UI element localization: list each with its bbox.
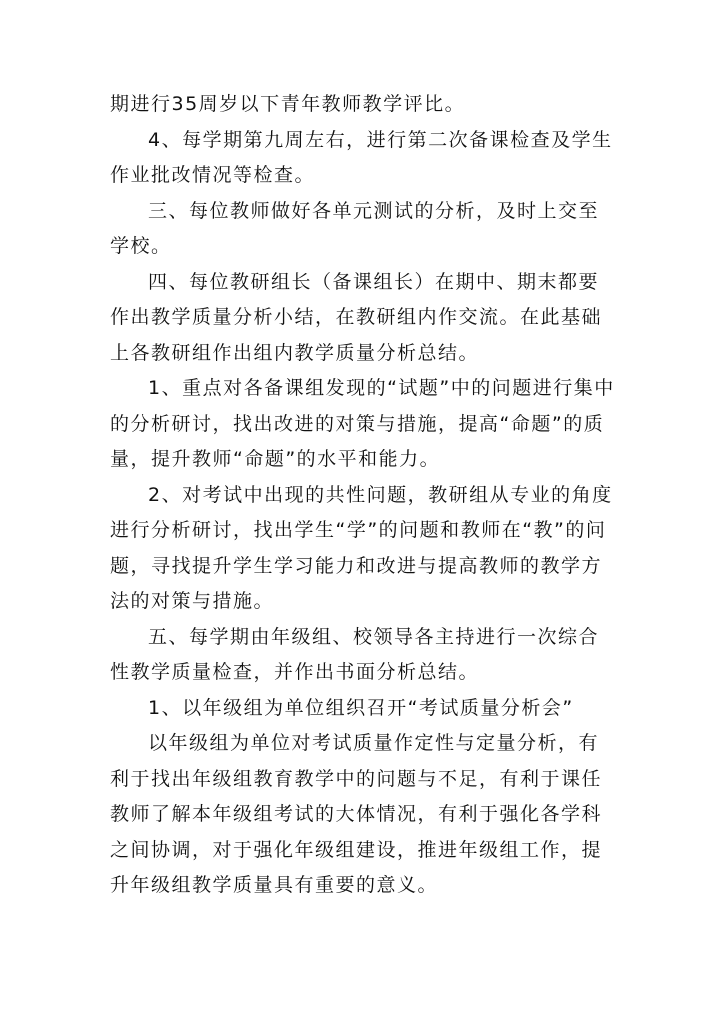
paragraph-item-1-analysis-meeting: 1、以年级组为单位组织召开“考试质量分析会” — [148, 696, 574, 719]
paragraph-section-3-unit-test-analysis: 三、每位教师做好各单元测试的分析，及时上交至学校。 — [110, 199, 600, 257]
paragraph-continuation: 期进行35周岁以下青年教师教学评比。 — [110, 93, 466, 115]
paragraph-section-4-quality-summary: 四、每位教研组长（备课组长）在期中、期末都要作出教学质量分析小结，在教研组内作交流。在此基础上各教研组作出组内教学质量分析总结。 — [110, 270, 603, 364]
paragraph-section-5-comprehensive-check: 五、每学期由年级组、校领导各主持进行一次综合性教学质量检查，并作出书面分析总结。 — [110, 625, 600, 683]
paragraph-analysis-significance: 以年级组为单位对考试质量作定性与定量分析，有利于找出年级组教育教学中的问题与不足，有利于课任教师了解本年级组考试的大体情况，有利于强化各学科之间协调，对于强化年级组建设，推进年级组工作，提升年级组教学质量具有重要的意义。 — [110, 732, 603, 896]
paragraph-item-2-common-problems: 2、对考试中出现的共性问题，教研组从专业的角度进行分析研讨，找出学生“学”的问题和教师在“教”的问题，寻找提升学生学习能力和改进与提高教师的教学方法的对策与措施。 — [110, 483, 613, 612]
paragraph-item-1-exam-questions: 1、重点对各备课组发现的“试题”中的问题进行集中的分析研讨，找出改进的对策与措施，提高“命题”的质量，提升教师“命题”的水平和能力。 — [110, 377, 615, 470]
paragraph-item-4-preparation-check: 4、每学期第九周左右，进行第二次备课检查及学生作业批改情况等检查。 — [110, 128, 613, 186]
document-body — [110, 87, 615, 904]
